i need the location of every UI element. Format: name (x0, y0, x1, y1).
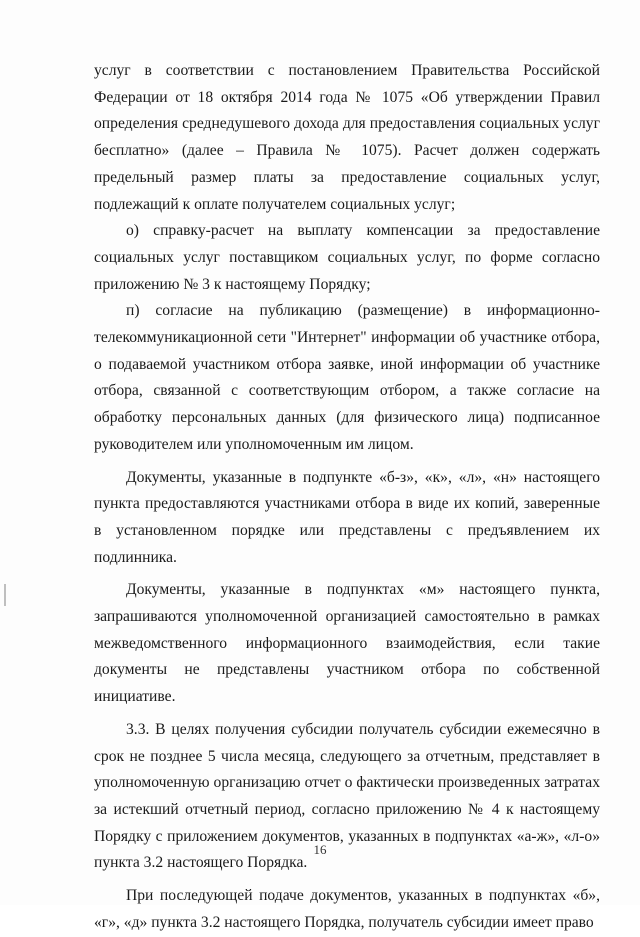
paragraph-item-p: п) согласие на публикацию (размещение) в информационно-телекоммуникационной сети "Интернет" информации об участнике отбора, о подаваемой участником отбора заявке, иной информации об участнике отбора, связанной с соответствующим отбором, а также согласие на обработку персональных данных (для физического лица) подписанное руководителем или уполномоченным им лицом. (94, 302, 600, 453)
page-number: 16 (313, 842, 327, 857)
paragraph-item-o: о) справку-расчет на выплату компенсации за предоставление социальных услуг поставщиком социальных услуг, по форме согласно приложению № 3 к настоящему Порядку; (94, 222, 600, 293)
paragraph-documents-copies: Документы, указанные в подпункте «б-з», «к», «л», «н» настоящего пункта предоставляются участниками отбора в виде их копий, заверенные в установленном порядке или представлены с предъявлением их подлинника. (94, 468, 600, 566)
paragraph-documents-requested: Документы, указанные в подпунктах «м» настоящего пункта, запрашиваются уполномоченной организацией самостоятельно в рамках межведомственного информационного взаимодействия, если такие документы не представлены участником отбора по собственной инициативе. (94, 581, 600, 706)
scan-edge-mark (4, 584, 6, 606)
paragraph-clause-3-3: 3.3. В целях получения субсидии получатель субсидии ежемесячно в срок не позднее 5 числа месяца, следующего за отчетным, представляет в уполномоченную организацию отчет о фактически произведенных затратах за истекший отчетный период, согласно приложению № 4 к настоящему Порядку с приложением документов, указанных в подпунктах «а-ж», «л-о» пункта 3.2 настоящего Порядка. (94, 720, 600, 872)
paragraph-subsequent-submission: При последующей подаче документов, указанных в подпунктах «б», «г», «д» пункта 3.2 настоящего Порядка, получатель субсидии имеет право (94, 887, 600, 931)
paragraph-continuation-n: услуг в соответствии с постановлением Правительства Российской Федерации от 18 октября 2014 года № 1075 «Об утверждении Правил определения среднедушевого дохода для предоставления социальных услуг бесплатно» (далее – Правила № 1075). Расчет должен содержать предельный размер платы за предоставление социальных услуг, подлежащий к оплате получателем социальных услуг; (94, 62, 600, 213)
document-body (94, 58, 600, 937)
